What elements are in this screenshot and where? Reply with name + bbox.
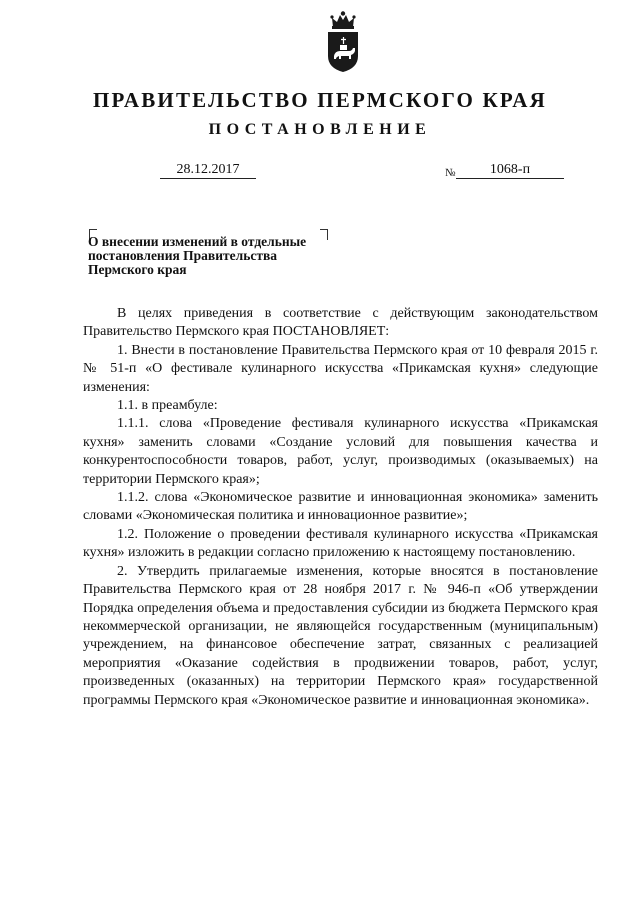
body-paragraph-item-1-1-2: 1.1.2. слова «Экономическое развитие и инновационная экономика» заменить словами «Экономическая политика и инновационное развитие»; <box>83 490 598 524</box>
number-sign: № <box>445 167 456 179</box>
document-subject <box>88 235 338 277</box>
document-body <box>83 305 598 710</box>
subject-line: О внесении изменений в отдельные <box>88 234 307 249</box>
body-paragraph-item-1-2: 1.2. Положение о проведении фестиваля кулинарного искусства «Прикамская кухня» изложить в редакции согласно приложению к настоящему постановлению. <box>83 526 598 561</box>
body-paragraph-item-2: 2. Утвердить прилагаемые изменения, которые вносятся в постановление Правительства Пермского края от 28 ноября 2017 г. № 946-п «Об утверждении Порядка определения объема и предоставления субсидии из бюджета Пермского края некоммерческой организации, не являющейся государственным (муниципальным) учреждением, на финансовое обеспечение затрат, связанных с реализацией мероприятия «Оказание содействия в продвижении товаров, работ, услуг, произведенных (оказанных) на территории Пермского края» государственной программы Пермского края «Экономическое развитие и инновационная экономика». <box>83 563 598 708</box>
subject-line: постановления Правительства <box>88 248 277 263</box>
document-date: 28.12.2017 <box>160 162 256 179</box>
government-title: ПРАВИТЕЛЬСТВО ПЕРМСКОГО КРАЯ <box>92 88 547 112</box>
subject-line: Пермского края <box>88 262 187 277</box>
body-paragraph-item-1-1-1: 1.1.1. слова «Проведение фестиваля кулинарного искусства «Прикамская кухня» заменить словами «Создание условий для повышения качества и конкурентоспособности товаров, работ, услуг, производимых (оказываемых) на территории Пермского края»; <box>83 416 598 487</box>
document-type: ПОСТАНОВЛЕНИЕ <box>208 121 432 138</box>
body-paragraph-item-1-1: 1.1. в преамбуле: <box>117 398 218 414</box>
body-paragraph-preamble: В целях приведения в соответствие с действующим законодательством Правительство Пермского края ПОСТАНОВЛЯЕТ: <box>83 306 598 340</box>
perm-krai-coat-of-arms-icon <box>324 10 362 74</box>
document-number: 1068-п <box>456 162 564 179</box>
body-paragraph-item-1: 1. Внести в постановление Правительства Пермского края от 10 февраля 2015 г. № 51-п «О фестивале кулинарного искусства «Прикамская кухня» следующие изменения: <box>83 342 598 395</box>
